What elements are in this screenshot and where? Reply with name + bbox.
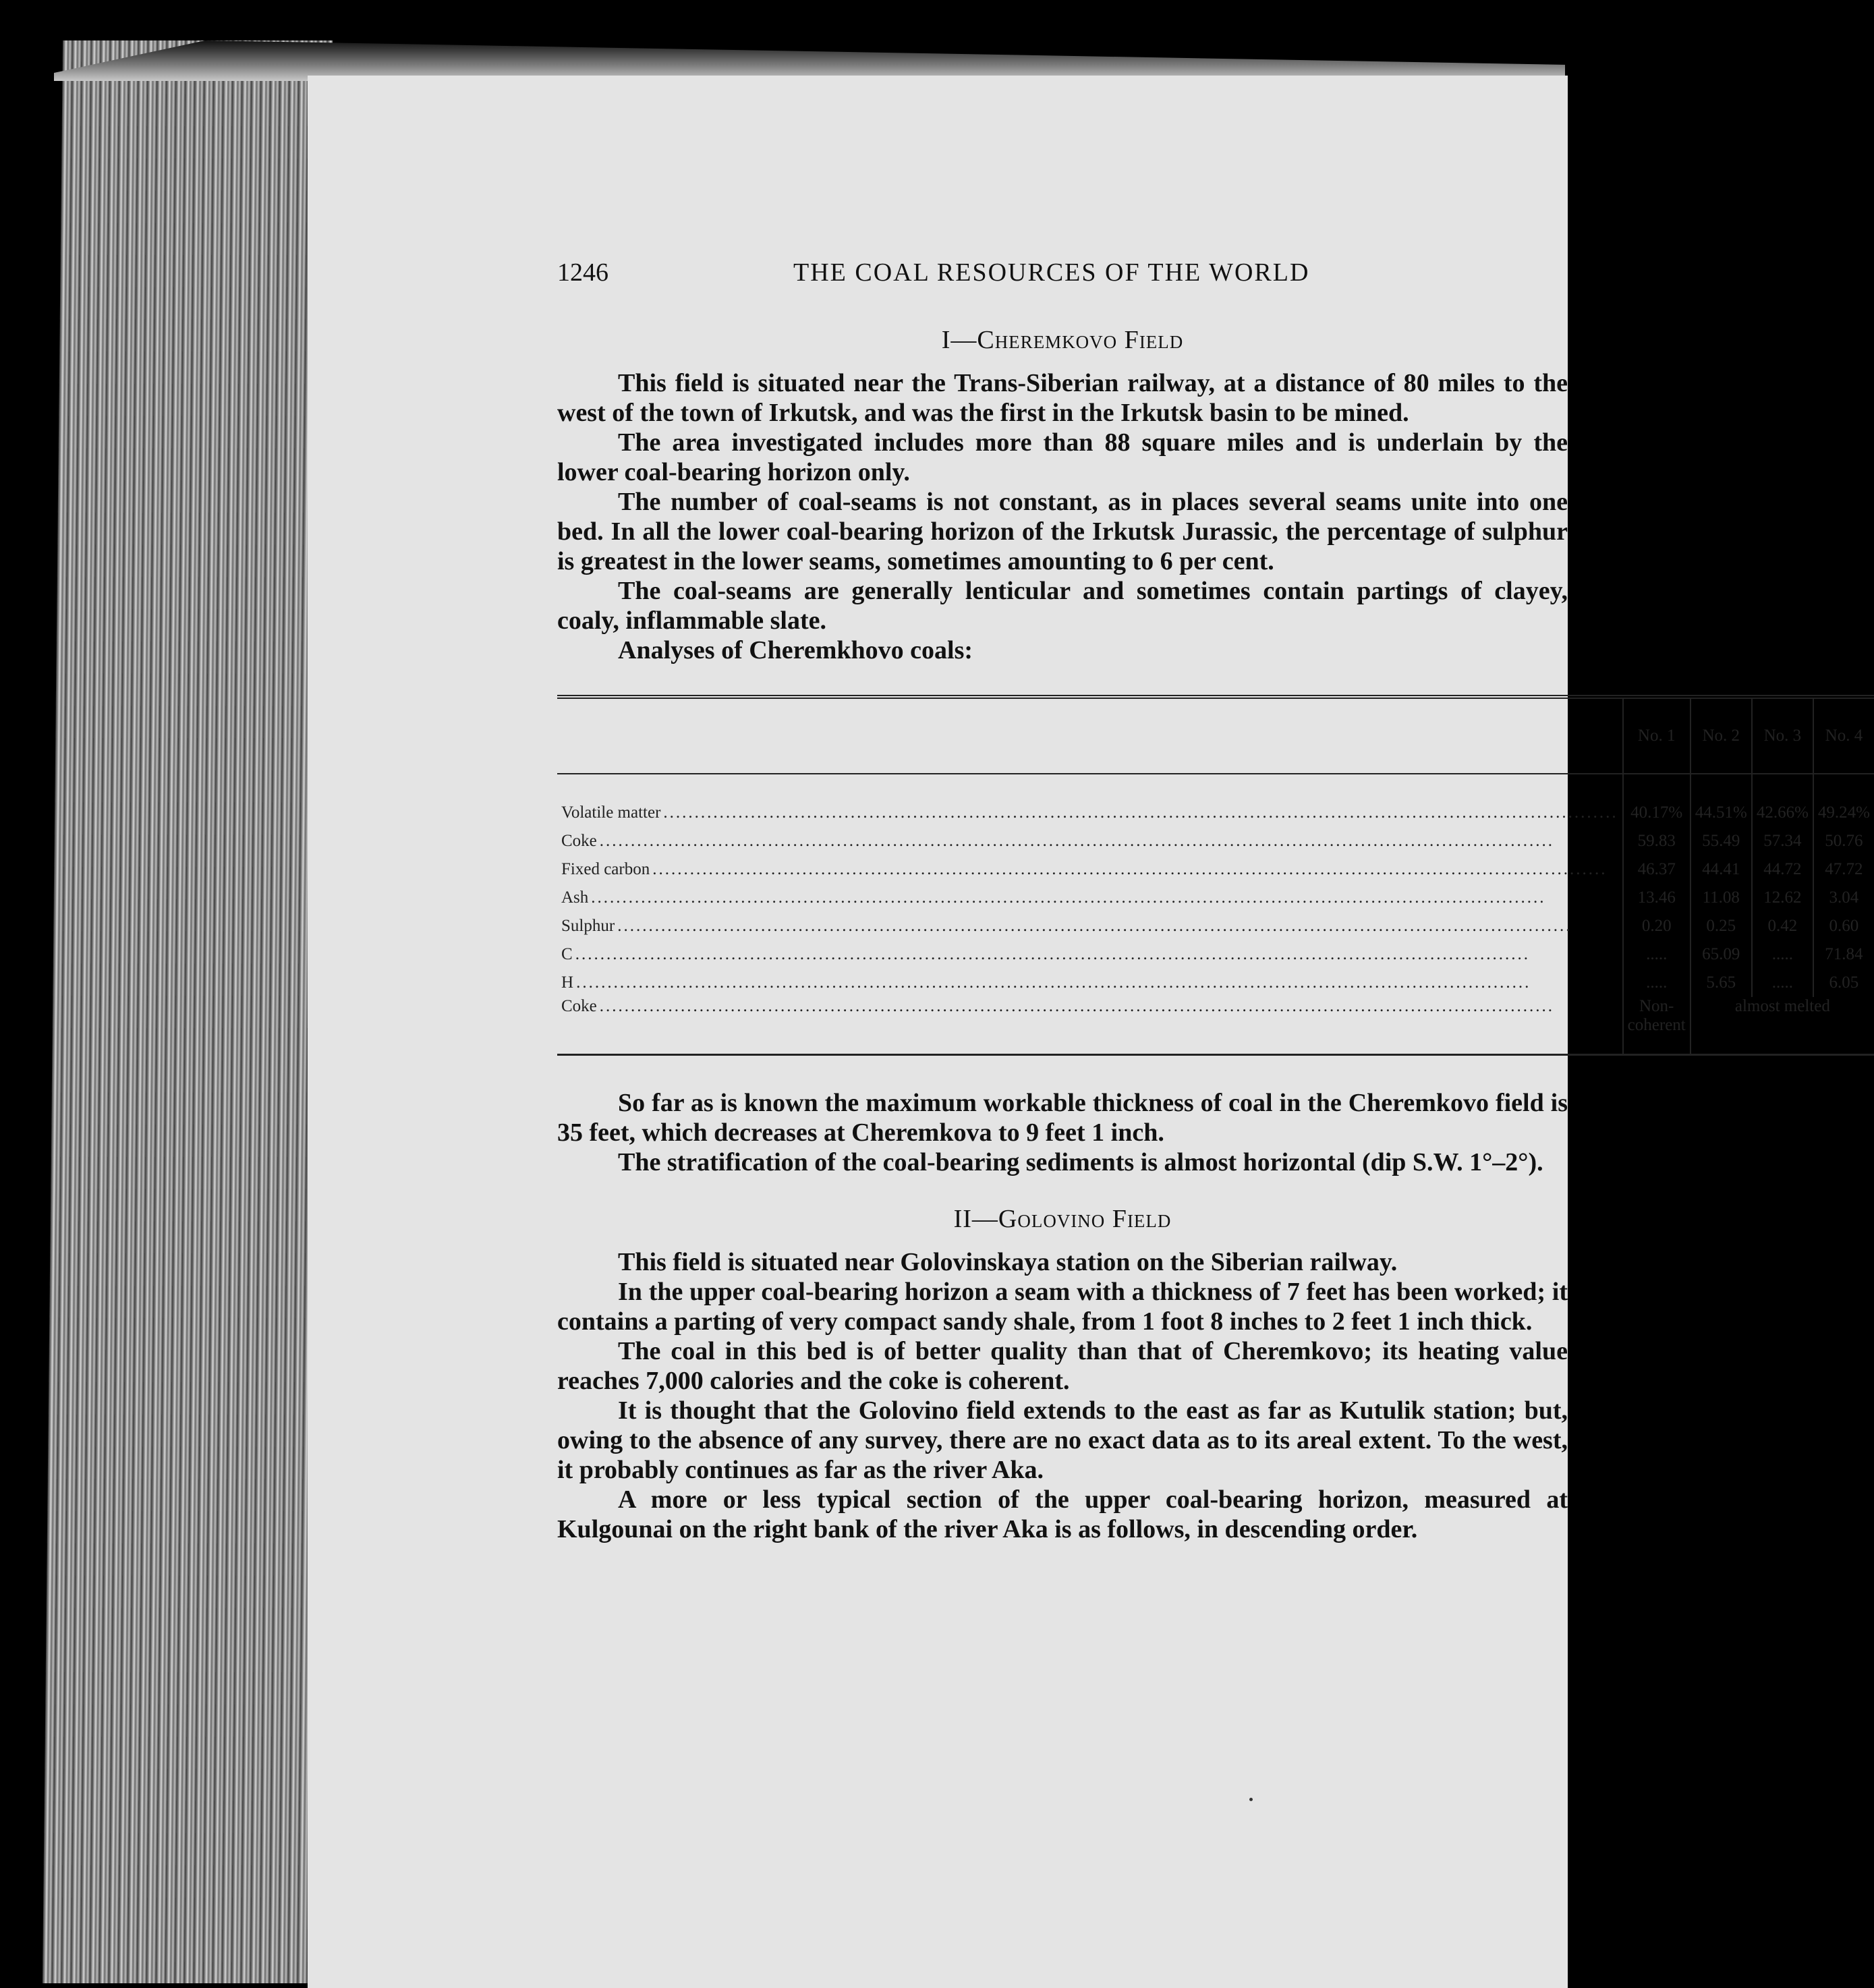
- table-cell: 0.25: [1691, 912, 1752, 940]
- table-cell: 3.04: [1813, 884, 1874, 912]
- table-cell: .....: [1752, 969, 1813, 997]
- row-label: Volatile matter: [561, 803, 661, 822]
- table-cell: .....: [1623, 969, 1691, 997]
- table-cell: 57.34: [1752, 827, 1813, 855]
- table-cell: 11.08: [1691, 884, 1752, 912]
- table-corner: [557, 697, 1623, 774]
- paragraph: So far as is known the maximum workable thickness of coal in the Cheremkovo field is 35 feet, which decreases at Cheremkova to 9 feet 1 inch.: [557, 1089, 1568, 1147]
- paragraph: This field is situated near Golovinskaya station on the Siberian railway.: [618, 1248, 1398, 1276]
- table-cell: .....: [1752, 940, 1813, 969]
- table-row: [557, 912, 1874, 940]
- paragraph: This field is situated near the Trans-Siberian railway, at a distance of 80 miles to the west of the town of Irkutsk, and was the first in the Irkutsk basin to be mined.: [557, 369, 1568, 427]
- book-page: [308, 76, 1870, 1988]
- table-cell: 49.24%: [1813, 774, 1874, 827]
- table-row: [557, 855, 1874, 884]
- page-header: [557, 258, 1568, 298]
- paragraph: The area investigated includes more than 88 square miles and is underlain by the lower coal-bearing horizon only.: [557, 428, 1568, 486]
- table-cell: 6.05: [1813, 969, 1874, 997]
- book-top-edge: [54, 40, 1565, 81]
- table-cell: 0.60: [1813, 912, 1874, 940]
- paragraph: The coal-seams are generally lenticular and sometimes contain partings of clayey, coaly, inflammable slate.: [557, 577, 1568, 635]
- row-label: Sulphur: [561, 917, 615, 935]
- table-cell: 5.65: [1691, 969, 1752, 997]
- table-cell-merged: almost melted: [1691, 997, 1874, 1055]
- speck-mark: [1249, 1798, 1253, 1801]
- row-label: Coke: [561, 832, 597, 850]
- column-header: No. 4: [1813, 697, 1874, 774]
- table-cell: 0.20: [1623, 912, 1691, 940]
- table-cell: 59.83: [1623, 827, 1691, 855]
- table-body: [557, 774, 1874, 1055]
- table-cell: Non-: [1639, 997, 1674, 1015]
- book-page-edges: [42, 40, 333, 1983]
- section-title-golovino: II—Golovino Field: [953, 1205, 1172, 1233]
- table-cell: 44.72: [1752, 855, 1813, 884]
- row-label: Coke: [561, 997, 597, 1015]
- table-cell: 47.72: [1813, 855, 1874, 884]
- page-number: 1246: [557, 258, 608, 287]
- paragraph: A more or less typical section of the upper coal-bearing horizon, measured at Kulgounai on the right bank of the river Aka is as follows, in descending order.: [557, 1485, 1568, 1543]
- running-title: THE COAL RESOURCES OF THE WORLD: [793, 258, 1310, 287]
- table-row: [557, 997, 1874, 1055]
- row-label: Fixed carbon: [561, 860, 650, 878]
- table-cell: 50.76: [1813, 827, 1874, 855]
- paragraph: It is thought that the Golovino field extends to the east as far as Kutulik station; but, owing to the absence of any survey, there are no exact data as to its areal extent. To the west, it probably continues as far as the river Aka.: [557, 1396, 1568, 1484]
- column-header: No. 1: [1623, 697, 1691, 774]
- paragraph: The coal in this bed is of better quality than that of Cheremkovo; its heating value reaches 7,000 calories and the coke is coherent.: [557, 1337, 1568, 1395]
- table-cell: .....: [1623, 940, 1691, 969]
- row-label: Ash: [561, 888, 589, 907]
- table-cell: 71.84: [1813, 940, 1874, 969]
- table-cell: 13.46: [1623, 884, 1691, 912]
- page-content: [557, 258, 1870, 1544]
- row-label: H: [561, 973, 574, 992]
- table-row: [557, 884, 1874, 912]
- table-cell: 44.51%: [1691, 774, 1752, 827]
- row-label: C: [561, 945, 573, 963]
- table-row: [557, 940, 1874, 969]
- paragraph: Analyses of Cheremkhovo coals:: [618, 636, 973, 664]
- table-cell: 46.37: [1623, 855, 1691, 884]
- table-row: [557, 827, 1874, 855]
- table-cell: 12.62: [1752, 884, 1813, 912]
- paragraph: The stratification of the coal-bearing sediments is almost horizontal (dip S.W. 1°–2°).: [618, 1148, 1543, 1176]
- spacer: [557, 1056, 1568, 1088]
- table-cell: 42.66%: [1752, 774, 1813, 827]
- column-header: No. 2: [1691, 697, 1752, 774]
- table-cell: 65.09: [1691, 940, 1752, 969]
- paragraph: The number of coal-seams is not constant, as in places several seams unite into one bed. In all the lower coal-bearing horizon of the Irkutsk Jurassic, the percentage of sulphur is greatest in the lower seams, sometimes amounting to 6 per cent.: [557, 488, 1568, 575]
- table-cell: 44.41: [1691, 855, 1752, 884]
- section-title-cheremkovo: I—Cheremkovo Field: [941, 326, 1184, 354]
- table-header-row: [557, 697, 1874, 774]
- table-cell: 40.17%: [1623, 774, 1691, 827]
- table-row: [557, 969, 1874, 997]
- column-header: No. 3: [1752, 697, 1813, 774]
- table-cell: coherent: [1627, 1016, 1686, 1034]
- paragraph: In the upper coal-bearing horizon a seam with a thickness of 7 feet has been worked; it contains a parting of very compact sandy shale, from 1 foot 8 inches to 2 feet 1 inch thick.: [557, 1278, 1568, 1336]
- coal-analysis-table: [557, 695, 1874, 1056]
- table-cell: 55.49: [1691, 827, 1752, 855]
- table-row: [557, 774, 1874, 827]
- table-cell: 0.42: [1752, 912, 1813, 940]
